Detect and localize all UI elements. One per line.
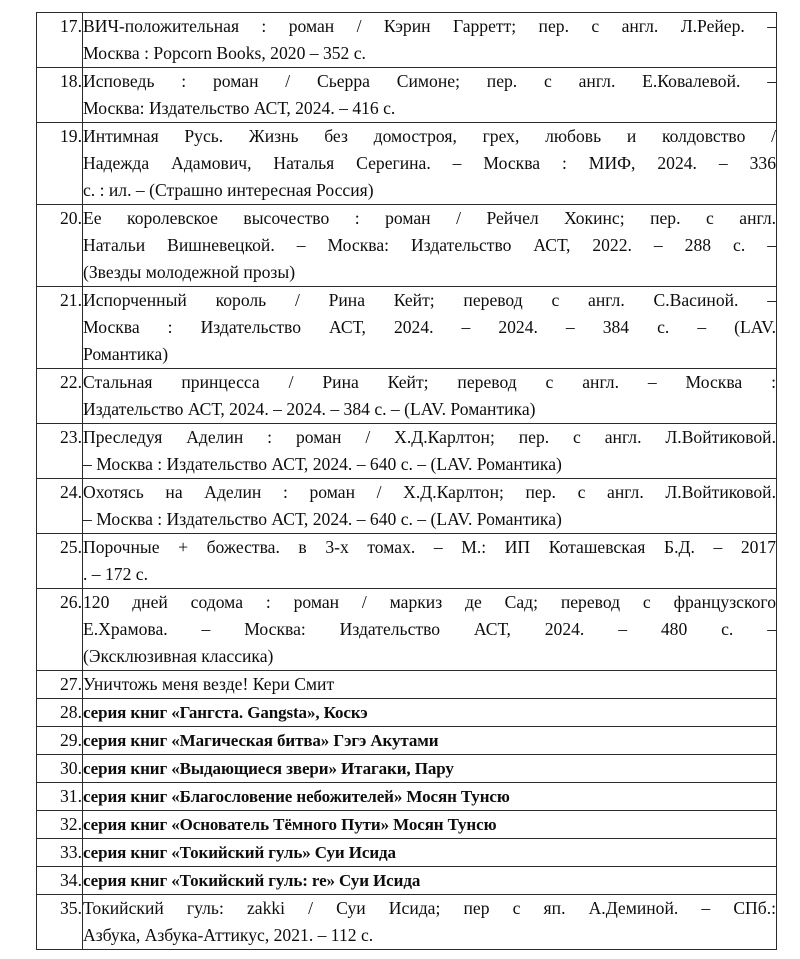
row-number-cell: 26. (37, 589, 83, 671)
row-number-cell: 20. (37, 205, 83, 287)
row-description-cell (83, 589, 777, 671)
row-description-cell (83, 205, 777, 287)
description-line: серия книг «Благословение небожителей» Мосян Тунсю (83, 787, 510, 806)
description-line: Испорченный король / Рина Кейт; перевод с англ. С.Васиной. – (83, 290, 776, 310)
row-number-cell: 35. (37, 895, 83, 950)
description-line: Натальи Вишневецкой. – Москва: Издательство АСТ, 2022. – 288 с. – (83, 235, 776, 255)
description-line: Москва : Издательство АСТ, 2024. – 2024. – 384 с. – (LAV. (83, 317, 776, 337)
row-number-cell: 30. (37, 755, 83, 783)
description-line: Преследуя Аделин : роман / Х.Д.Карлтон; пер. с англ. Л.Войтиковой. (83, 427, 776, 447)
table-row (37, 699, 777, 727)
row-description-cell (83, 671, 777, 699)
description-line: Азбука, Азбука-Аттикус, 2021. – 112 с. (83, 925, 374, 945)
row-description-cell (83, 867, 777, 895)
description-line: Е.Храмова. – Москва: Издательство АСТ, 2024. – 480 с. – (83, 619, 776, 639)
table-row (37, 783, 777, 811)
description-line: серия книг «Токийский гуль: re» Суи Исида (83, 871, 421, 890)
description-line: Уничтожь меня везде! Кери Смит (83, 674, 335, 694)
booklist-body (37, 13, 777, 950)
description-line: серия книг «Основатель Тёмного Пути» Мосян Тунсю (83, 815, 497, 834)
table-container (36, 12, 776, 950)
row-number-cell: 19. (37, 123, 83, 205)
description-line: Ее королевское высочество : роман / Рейчел Хокинс; пер. с англ. (83, 208, 776, 228)
description-line: (Звезды молодежной прозы) (83, 262, 296, 282)
row-number-cell: 28. (37, 699, 83, 727)
row-number-cell: 17. (37, 13, 83, 68)
description-line: Исповедь : роман / Сьерра Симоне; пер. с англ. Е.Ковалевой. – (83, 71, 776, 91)
table-row (37, 671, 777, 699)
row-description-cell (83, 13, 777, 68)
booklist-table (36, 12, 777, 950)
description-line: Стальная принцесса / Рина Кейт; перевод с англ. – Москва : (83, 372, 776, 392)
table-row (37, 867, 777, 895)
row-description-cell (83, 699, 777, 727)
description-line: Порочные + божества. в 3-х томах. – М.: ИП Коташевская Б.Д. – 2017 (83, 537, 776, 557)
description-line: серия книг «Магическая битва» Гэгэ Акутами (83, 731, 439, 750)
description-line: Надежда Адамович, Наталья Серегина. – Москва : МИФ, 2024. – 336 (83, 153, 776, 173)
row-number-cell: 25. (37, 534, 83, 589)
row-description-cell (83, 369, 777, 424)
description-line: – Москва : Издательство АСТ, 2024. – 640 с. – (LAV. Романтика) (83, 509, 562, 529)
table-row (37, 287, 777, 369)
table-row (37, 123, 777, 205)
table-row (37, 727, 777, 755)
description-line: Романтика) (83, 344, 169, 364)
description-line: (Эксклюзивная классика) (83, 646, 274, 666)
table-row (37, 534, 777, 589)
table-row (37, 895, 777, 950)
table-row (37, 205, 777, 287)
table-row (37, 68, 777, 123)
row-number-cell: 29. (37, 727, 83, 755)
row-number-cell: 23. (37, 424, 83, 479)
description-line: Издательство АСТ, 2024. – 2024. – 384 с. – (LAV. Романтика) (83, 399, 536, 419)
description-line: серия книг «Выдающиеся звери» Итагаки, Пару (83, 759, 454, 778)
row-description-cell (83, 755, 777, 783)
row-description-cell (83, 727, 777, 755)
row-description-cell (83, 811, 777, 839)
row-number-cell: 21. (37, 287, 83, 369)
row-description-cell (83, 534, 777, 589)
row-description-cell (83, 68, 777, 123)
table-row (37, 479, 777, 534)
description-line: серия книг «Токийский гуль» Суи Исида (83, 843, 396, 862)
row-description-cell (83, 783, 777, 811)
table-row (37, 589, 777, 671)
table-row (37, 839, 777, 867)
description-line: Интимная Русь. Жизнь без домостроя, грех, любовь и колдовство / (83, 126, 776, 146)
description-line: 120 дней содома : роман / маркиз де Сад; перевод с французского (83, 592, 776, 612)
row-number-cell: 32. (37, 811, 83, 839)
row-description-cell (83, 424, 777, 479)
description-line: Москва: Издательство АСТ, 2024. – 416 с. (83, 98, 396, 118)
description-line: Москва : Popcorn Books, 2020 – 352 с. (83, 43, 366, 63)
table-row (37, 755, 777, 783)
description-line: – Москва : Издательство АСТ, 2024. – 640 с. – (LAV. Романтика) (83, 454, 562, 474)
row-number-cell: 18. (37, 68, 83, 123)
description-line: . – 172 с. (83, 564, 148, 584)
table-row (37, 369, 777, 424)
description-line: ВИЧ-положительная : роман / Кэрин Гарретт; пер. с англ. Л.Рейер. – (83, 16, 776, 36)
table-row (37, 13, 777, 68)
row-number-cell: 27. (37, 671, 83, 699)
row-number-cell: 33. (37, 839, 83, 867)
table-row (37, 424, 777, 479)
table-row (37, 811, 777, 839)
row-description-cell (83, 287, 777, 369)
description-line: Охотясь на Аделин : роман / Х.Д.Карлтон; пер. с англ. Л.Войтиковой. (83, 482, 776, 502)
row-description-cell (83, 895, 777, 950)
row-description-cell (83, 839, 777, 867)
description-line: с. : ил. – (Страшно интересная Россия) (83, 180, 374, 200)
description-line: серия книг «Гангста. Gangsta», Коскэ (83, 703, 368, 722)
row-number-cell: 34. (37, 867, 83, 895)
description-line: Токийский гуль: zakki / Суи Исида; пер с яп. А.Деминой. – СПб.: (83, 898, 776, 918)
row-number-cell: 24. (37, 479, 83, 534)
row-number-cell: 22. (37, 369, 83, 424)
row-description-cell (83, 479, 777, 534)
row-description-cell (83, 123, 777, 205)
row-number-cell: 31. (37, 783, 83, 811)
